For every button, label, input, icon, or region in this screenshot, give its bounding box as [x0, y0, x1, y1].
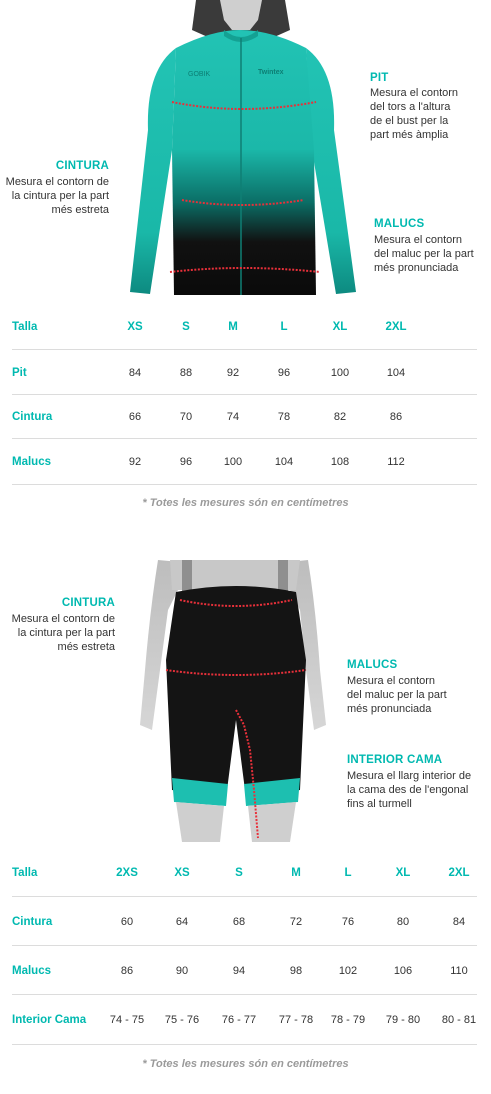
table-cell: 60 — [120, 916, 134, 928]
row-label: Malucs — [12, 456, 51, 468]
row-label: Cintura — [12, 411, 53, 423]
table-cell: 102 — [338, 965, 358, 977]
table-row — [12, 960, 477, 982]
table-cell: 96 — [179, 456, 193, 468]
jersey-chest-line: del tors a l'altura — [370, 101, 451, 113]
row-label: Cintura — [12, 916, 53, 928]
table-header-cell: M — [291, 867, 301, 879]
jersey-hips-line: del maluc per la part — [374, 248, 474, 260]
table-header-cell: XL — [332, 321, 348, 333]
table-header-row — [12, 316, 477, 338]
table-cell: 80 — [396, 916, 410, 928]
shorts-hips-line: del maluc per la part — [347, 689, 447, 701]
table-cell: 84 — [128, 367, 142, 379]
table-divider — [12, 1044, 477, 1045]
jersey-hips-line: Mesura el contorn — [374, 234, 463, 246]
shorts-inseam-line: la cama des de l'engonal — [347, 784, 469, 796]
table-cell: 72 — [289, 916, 303, 928]
table-header-cell: 2XS — [116, 867, 138, 879]
jersey-waist-title: CINTURA — [55, 160, 109, 172]
row-label: Pit — [12, 367, 27, 379]
row-label: Malucs — [12, 965, 51, 977]
table-row — [12, 1009, 477, 1031]
jersey-waist-line: Mesura el contorn de — [5, 176, 109, 188]
shorts-hips-title: MALUCS — [347, 659, 398, 671]
table-cell: 75 - 76 — [164, 1014, 200, 1026]
jersey-waist-line: més estreta — [51, 204, 109, 216]
table-cell: 88 — [179, 367, 193, 379]
shorts-units-note: * Totes les mesures són en centímetres — [142, 1058, 349, 1070]
jersey-chest-line: part més àmplia — [370, 129, 449, 141]
shorts-waist-title: CINTURA — [61, 597, 115, 609]
table-header-cell: 2XL — [448, 867, 470, 879]
table-divider — [12, 349, 477, 350]
jersey-chest-callout — [370, 72, 488, 142]
jersey-waist-line: la cintura per la part — [11, 190, 109, 202]
table-header-cell: L — [344, 867, 352, 879]
table-cell: 98 — [289, 965, 303, 977]
table-divider — [12, 994, 477, 995]
table-divider — [12, 394, 477, 395]
shorts-hips-line: més pronunciada — [347, 703, 432, 715]
table-cell: 112 — [387, 456, 405, 468]
shorts-waist-line: Mesura el contorn de — [11, 613, 115, 625]
table-cell: 86 — [389, 411, 403, 423]
table-cell: 108 — [330, 456, 350, 468]
table-cell: 78 - 79 — [330, 1014, 366, 1026]
table-cell: 94 — [232, 965, 246, 977]
table-divider — [12, 896, 477, 897]
jersey-waist-callout — [0, 160, 109, 217]
table-header-cell: Talla — [12, 867, 38, 879]
table-cell: 80 - 81 — [441, 1014, 477, 1026]
shorts-hips-line: Mesura el contorn — [347, 675, 436, 687]
table-cell: 77 - 78 — [278, 1014, 314, 1026]
table-header-cell: XS — [174, 867, 190, 879]
table-header-cell: Talla — [12, 321, 38, 333]
shorts-inseam-title: INTERIOR CAMA — [347, 754, 443, 766]
svg-text:GOBIK: GOBIK — [188, 71, 211, 78]
table-cell: 82 — [333, 411, 347, 423]
table-cell: 68 — [232, 916, 246, 928]
table-cell: 100 — [330, 367, 350, 379]
shorts-inseam-line: fins al turmell — [347, 798, 412, 810]
table-header-cell: S — [235, 867, 243, 879]
table-header-cell: M — [228, 321, 238, 333]
table-cell: 74 - 75 — [109, 1014, 145, 1026]
shorts-waist-line: la cintura per la part — [17, 627, 115, 639]
row-label: Interior Cama — [12, 1014, 87, 1026]
table-cell: 74 — [226, 411, 240, 423]
table-cell: 100 — [223, 456, 243, 468]
table-cell: 66 — [128, 411, 142, 423]
jersey-chest-title: PIT — [370, 72, 389, 84]
jersey-hips-callout — [374, 218, 489, 275]
table-cell: 76 — [341, 916, 355, 928]
table-cell: 86 — [120, 965, 134, 977]
shorts-hips-callout — [347, 659, 487, 716]
jersey-hips-title: MALUCS — [374, 218, 425, 230]
table-cell: 76 - 77 — [221, 1014, 257, 1026]
table-header-cell: S — [182, 321, 190, 333]
table-header-cell: L — [280, 321, 288, 333]
table-cell: 106 — [393, 965, 413, 977]
table-cell: 104 — [386, 367, 406, 379]
jersey-brand-print: Twintex — [258, 69, 284, 76]
table-cell: 90 — [175, 965, 189, 977]
table-row — [12, 362, 477, 384]
table-header-row — [12, 862, 477, 884]
table-row — [12, 406, 477, 428]
table-header-cell: XL — [395, 867, 411, 879]
table-cell: 64 — [175, 916, 189, 928]
table-cell: 104 — [274, 456, 294, 468]
table-row — [12, 451, 477, 473]
jersey-chest-line: de el bust per la — [370, 115, 449, 127]
jersey-hips-line: més pronunciada — [374, 262, 459, 274]
shorts-waist-callout — [0, 597, 115, 654]
table-cell: 92 — [128, 456, 142, 468]
shorts-waist-line: més estreta — [57, 641, 115, 653]
table-header-cell: 2XL — [385, 321, 407, 333]
table-divider — [12, 484, 477, 485]
table-cell: 110 — [450, 965, 468, 977]
jersey-chest-line: Mesura el contorn — [370, 87, 459, 99]
table-divider — [12, 945, 477, 946]
table-row — [12, 911, 477, 933]
table-divider — [12, 438, 477, 439]
table-cell: 79 - 80 — [385, 1014, 421, 1026]
table-cell: 84 — [452, 916, 466, 928]
table-header-cell: XS — [127, 321, 143, 333]
table-cell: 92 — [226, 367, 240, 379]
shorts-inseam-line: Mesura el llarg interior de — [347, 770, 472, 782]
shorts-inseam-callout — [347, 754, 489, 811]
table-cell: 70 — [179, 411, 193, 423]
jersey-units-note: * Totes les mesures són en centímetres — [142, 497, 349, 509]
table-cell: 96 — [277, 367, 291, 379]
table-cell: 78 — [277, 411, 291, 423]
